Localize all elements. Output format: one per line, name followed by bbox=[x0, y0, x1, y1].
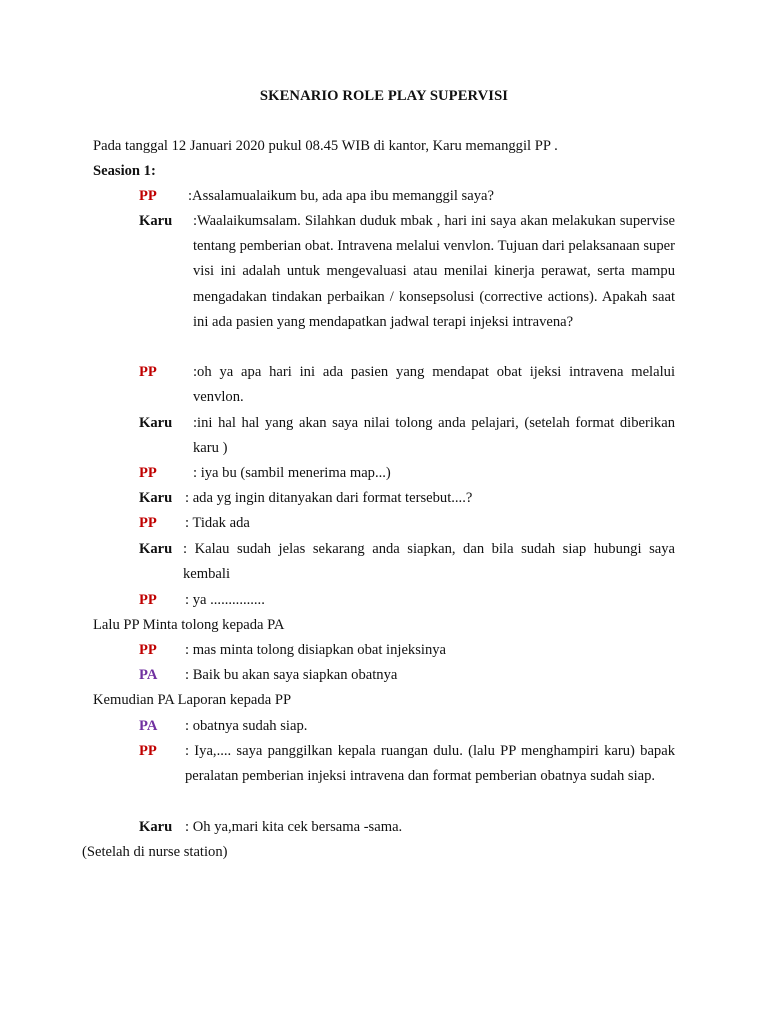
speaker-label: Karu bbox=[139, 819, 173, 835]
narration-line: (Setelah di nurse station) bbox=[82, 844, 228, 860]
speaker-label: PP bbox=[139, 642, 157, 658]
narration-line: Kemudian PA Laporan kepada PP bbox=[93, 692, 292, 708]
speaker-label: Karu bbox=[139, 541, 173, 557]
speaker-label: Karu bbox=[139, 490, 173, 506]
dialogue-line: : obatnya sudah siap. bbox=[185, 718, 308, 734]
narration-line: Lalu PP Minta tolong kepada PA bbox=[93, 617, 285, 633]
speaker-label: PP bbox=[139, 743, 157, 759]
dialogue-line: : Iya,.... saya panggilkan kepala ruangan dulu. (lalu PP menghampiri karu) bapak peralatan pemberian injeksi intravena dan format pemberian obatnya sudah siap. bbox=[185, 743, 675, 785]
speaker-label: PP bbox=[139, 364, 157, 380]
dialogue-line: : Kalau sudah jelas sekarang anda siapkan, dan bila sudah siap hubungi saya kembali bbox=[183, 541, 675, 583]
speaker-label: PA bbox=[139, 718, 158, 734]
intro-paragraph: Pada tanggal 12 Januari 2020 pukul 08.45 WIB di kantor, Karu memanggil PP . bbox=[93, 138, 558, 154]
speaker-label: Karu bbox=[139, 213, 173, 229]
dialogue-line: : Oh ya,mari kita cek bersama -sama. bbox=[185, 819, 403, 835]
dialogue-line: :ini hal hal yang akan saya nilai tolong anda pelajari, (setelah format diberikan karu ) bbox=[193, 415, 675, 457]
dialogue-line: : ada yg ingin ditanyakan dari format tersebut....? bbox=[185, 490, 473, 506]
dialogue-line: :Waalaikumsalam. Silahkan duduk mbak , hari ini saya akan melakukan supervise tentang pemberian obat. Intravena melalui venvlon. Tujuan dari pelaksanaan super visi ini adalah untuk mengevaluasi atau menilai kinerja perawat, serta mampu mengadakan tindakan perbaikan / konsepsolusi (corrective actions). Apakah saat ini ada pasien yang mendapatkan jadwal terapi injeksi intravena? bbox=[193, 213, 675, 330]
session-label: Seasion 1: bbox=[93, 163, 156, 179]
dialogue-line: :Assalamualaikum bu, ada apa ibu memanggil saya? bbox=[188, 188, 494, 204]
speaker-label: PA bbox=[139, 667, 158, 683]
document-title: SKENARIO ROLE PLAY SUPERVISI bbox=[259, 88, 509, 104]
dialogue-line: : ya ............... bbox=[185, 592, 265, 608]
dialogue-line: :oh ya apa hari ini ada pasien yang mendapat obat ijeksi intravena melalui venvlon. bbox=[193, 364, 675, 406]
dialogue-line: : mas minta tolong disiapkan obat injeksinya bbox=[185, 642, 447, 658]
speaker-label: PP bbox=[139, 465, 157, 481]
speaker-label: PP bbox=[139, 515, 157, 531]
speaker-label: Karu bbox=[139, 415, 173, 431]
dialogue-line: : Tidak ada bbox=[185, 515, 250, 531]
dialogue-line: : Baik bu akan saya siapkan obatnya bbox=[185, 667, 398, 683]
speaker-label: PP bbox=[139, 592, 157, 608]
dialogue-line: : iya bu (sambil menerima map...) bbox=[193, 465, 391, 481]
speaker-label: PP bbox=[139, 188, 157, 204]
